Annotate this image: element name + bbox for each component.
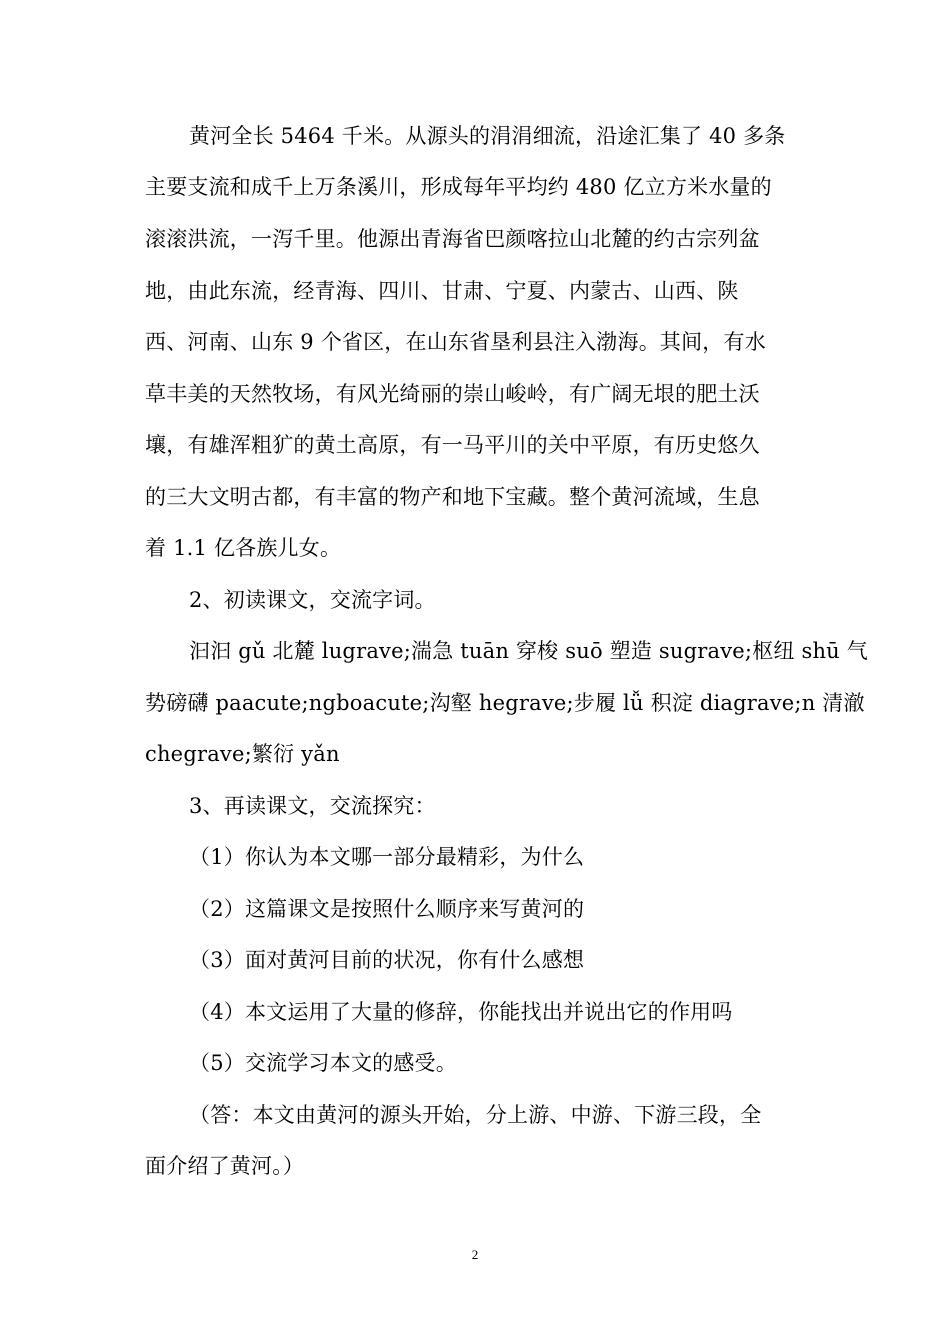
vocabulary-line: chegrave;繁衍 yǎn (145, 742, 340, 766)
paragraph-line: 西、河南、山东 9 个省区，在山东省垦利县注入渤海。其间，有水 (145, 330, 766, 354)
answer-line: 面介绍了黄河。） (145, 1154, 305, 1178)
question-item: （2）这篇课文是按照什么顺序来写黄河的 (189, 897, 585, 921)
section-heading: 2、初读课文，交流字词。 (189, 588, 436, 612)
vocabulary-line: 势磅礴 paacute;ngboacute;沟壑 hegrave;步履 lǚ 积淀 diagrave;n 清澈 (145, 691, 865, 715)
paragraph-line: 地，由此东流，经青海、四川、甘肃、宁夏、内蒙古、山西、陕 (145, 279, 739, 303)
paragraph-line: 的三大文明古都，有丰富的物产和地下宝藏。整个黄河流域，生息 (145, 485, 760, 509)
answer-line: （答：本文由黄河的源头开始，分上游、中游、下游三段，全 (189, 1103, 762, 1127)
vocabulary-line: 汩汩 gǔ 北麓 lugrave;湍急 tuān 穿梭 suō 塑造 sugrave;枢纽 shū 气 (189, 639, 868, 663)
page-number: 2 (471, 1247, 479, 1262)
paragraph-line: 草丰美的天然牧场，有风光绮丽的崇山峻岭，有广阔无垠的肥土沃 (145, 382, 760, 406)
paragraph-line: 主要支流和成千上万条溪川，形成每年平均约 480 亿立方米水量的 (145, 175, 772, 199)
paragraph-line: 壤，有雄浑粗犷的黄土高原，有一马平川的关中平原，有历史悠久 (145, 433, 760, 457)
section-heading: 3、再读课文，交流探究： (189, 794, 436, 818)
question-item: （3）面对黄河目前的状况，你有什么感想 (189, 948, 585, 972)
paragraph-line: 黄河全长 5464 千米。从源头的涓涓细流，沿途汇集了 40 多条 (189, 124, 786, 148)
question-item: （5）交流学习本文的感受。 (189, 1051, 457, 1075)
paragraph-line: 滚滚洪流，一泻千里。他源出青海省巴颜喀拉山北麓的约古宗列盆 (145, 227, 760, 251)
paragraph-line: 着 1.1 亿各族儿女。 (145, 536, 342, 560)
question-item: （4）本文运用了大量的修辞，你能找出并说出它的作用吗 (189, 1000, 733, 1024)
question-item: （1）你认为本文哪一部分最精彩，为什么 (189, 845, 585, 869)
